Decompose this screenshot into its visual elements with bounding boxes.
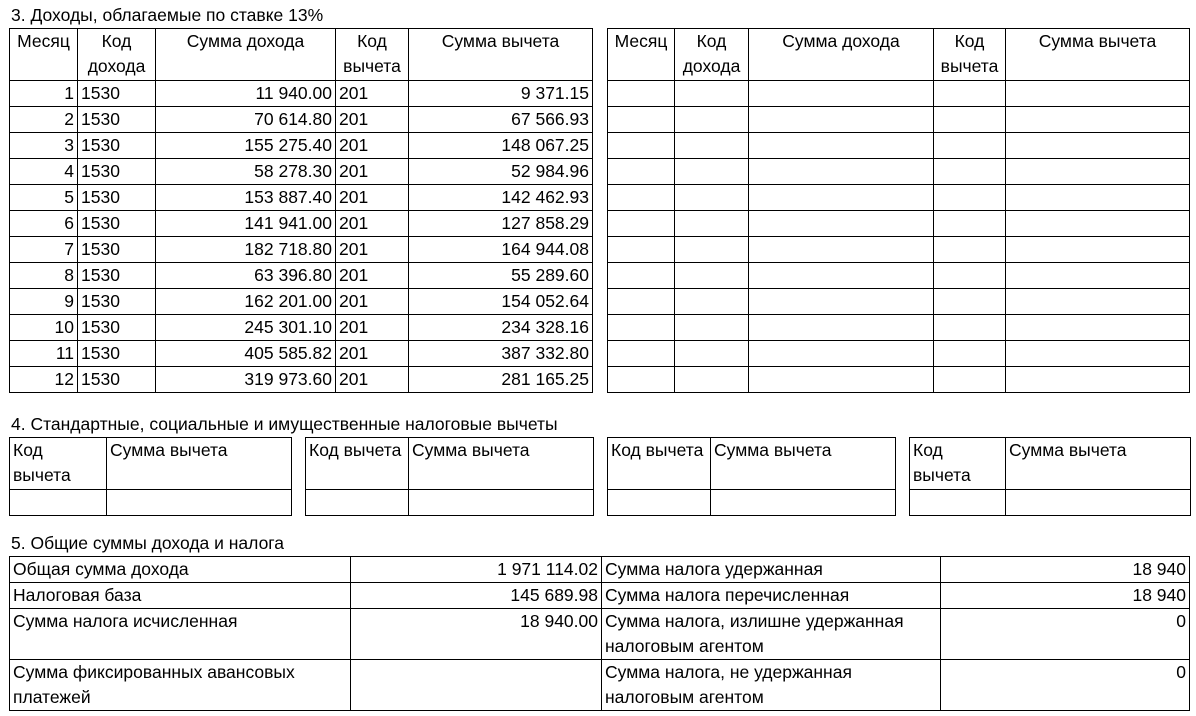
cell-month: 1 <box>10 81 78 107</box>
totals-table <box>9 556 1190 711</box>
empty-cell <box>934 315 1006 341</box>
empty-cell <box>749 185 934 211</box>
empty-cell <box>1006 341 1190 367</box>
deduction-table-2 <box>305 437 594 516</box>
empty-cell <box>608 81 675 107</box>
cell-deduction-sum: 55 289.60 <box>409 263 593 289</box>
income-empty-row <box>608 133 1190 159</box>
empty-cell <box>749 237 934 263</box>
empty-cell <box>749 107 934 133</box>
cell-deduction-code: 201 <box>336 263 409 289</box>
income-empty-row <box>608 263 1190 289</box>
empty-cell <box>1006 107 1190 133</box>
empty-cell <box>608 490 711 516</box>
empty-cell <box>934 159 1006 185</box>
empty-cell <box>934 185 1006 211</box>
deduction-table-header <box>10 438 292 490</box>
empty-cell <box>608 185 675 211</box>
income-row <box>10 107 593 133</box>
cell-month: 7 <box>10 237 78 263</box>
empty-cell <box>1006 263 1190 289</box>
tax-not-withheld-label: Сумма налога, не удержанная налоговым агентом <box>602 660 941 711</box>
income-row <box>10 315 593 341</box>
deduction-empty-row <box>306 490 594 516</box>
header-income-sum: Сумма дохода <box>749 29 934 81</box>
income-row <box>10 263 593 289</box>
tax-calculated-value: 18 940.00 <box>351 609 602 660</box>
empty-cell <box>1006 315 1190 341</box>
cell-deduction-sum: 281 165.25 <box>409 367 593 393</box>
income-empty-row <box>608 211 1190 237</box>
cell-month: 2 <box>10 107 78 133</box>
cell-income-code: 1530 <box>78 341 156 367</box>
income-row <box>10 81 593 107</box>
empty-cell <box>934 341 1006 367</box>
empty-cell <box>934 237 1006 263</box>
empty-cell <box>1006 185 1190 211</box>
total-income-value: 1 971 114.02 <box>351 557 602 583</box>
cell-deduction-code: 201 <box>336 81 409 107</box>
income-row <box>10 185 593 211</box>
empty-cell <box>107 490 292 516</box>
empty-cell <box>749 81 934 107</box>
tax-overwithheld-label: Сумма налога, излишне удержанная налоговым агентом <box>602 609 941 660</box>
empty-cell <box>1006 490 1191 516</box>
cell-deduction-code: 201 <box>336 315 409 341</box>
empty-cell <box>675 367 749 393</box>
tax-withheld-label: Сумма налога удержанная <box>602 557 941 583</box>
cell-income-sum: 63 396.80 <box>156 263 336 289</box>
header-deduction-code: Код вычета <box>910 438 1006 490</box>
empty-cell <box>675 107 749 133</box>
cell-deduction-sum: 142 462.93 <box>409 185 593 211</box>
empty-cell <box>608 107 675 133</box>
cell-deduction-code: 201 <box>336 185 409 211</box>
empty-cell <box>608 315 675 341</box>
cell-income-code: 1530 <box>78 81 156 107</box>
empty-cell <box>675 315 749 341</box>
cell-income-sum: 162 201.00 <box>156 289 336 315</box>
header-month: Месяц <box>10 29 78 81</box>
empty-cell <box>608 211 675 237</box>
deduction-empty-row <box>608 490 896 516</box>
cell-income-sum: 245 301.10 <box>156 315 336 341</box>
empty-cell <box>749 211 934 237</box>
cell-month: 9 <box>10 289 78 315</box>
cell-income-code: 1530 <box>78 263 156 289</box>
empty-cell <box>10 490 107 516</box>
cell-deduction-sum: 234 328.16 <box>409 315 593 341</box>
income-empty-row <box>608 367 1190 393</box>
cell-month: 6 <box>10 211 78 237</box>
empty-cell <box>934 133 1006 159</box>
empty-cell <box>306 490 409 516</box>
empty-cell <box>675 289 749 315</box>
cell-income-code: 1530 <box>78 107 156 133</box>
income-empty-row <box>608 185 1190 211</box>
income-row <box>10 133 593 159</box>
empty-cell <box>749 315 934 341</box>
empty-cell <box>675 81 749 107</box>
totals-row <box>10 583 1190 609</box>
empty-cell <box>409 490 594 516</box>
cell-income-code: 1530 <box>78 211 156 237</box>
income-empty-row <box>608 341 1190 367</box>
empty-cell <box>675 263 749 289</box>
cell-income-code: 1530 <box>78 315 156 341</box>
cell-income-sum: 141 941.00 <box>156 211 336 237</box>
empty-cell <box>1006 133 1190 159</box>
empty-cell <box>675 341 749 367</box>
header-deduction-code: Код вычета <box>10 438 107 490</box>
fixed-advance-value <box>351 660 602 711</box>
header-income-code: Код дохода <box>78 29 156 81</box>
income-table-header <box>10 29 593 81</box>
cell-month: 11 <box>10 341 78 367</box>
income-row <box>10 289 593 315</box>
cell-deduction-sum: 148 067.25 <box>409 133 593 159</box>
empty-cell <box>749 341 934 367</box>
cell-deduction-sum: 127 858.29 <box>409 211 593 237</box>
header-deduction-code: Код вычета <box>306 438 409 490</box>
income-table-header <box>608 29 1190 81</box>
empty-cell <box>608 367 675 393</box>
cell-month: 3 <box>10 133 78 159</box>
income-table-left <box>9 28 593 393</box>
cell-income-code: 1530 <box>78 159 156 185</box>
deduction-table-header <box>608 438 896 490</box>
cell-income-sum: 319 973.60 <box>156 367 336 393</box>
header-deduction-sum: Сумма вычета <box>1006 29 1190 81</box>
cell-month: 4 <box>10 159 78 185</box>
header-deduction-code: Код вычета <box>934 29 1006 81</box>
header-deduction-sum: Сумма вычета <box>1006 438 1191 490</box>
empty-cell <box>675 133 749 159</box>
deduction-table-header <box>910 438 1191 490</box>
empty-cell <box>934 289 1006 315</box>
income-row <box>10 367 593 393</box>
tax-overwithheld-value: 0 <box>941 609 1190 660</box>
deduction-table-1 <box>9 437 292 516</box>
cell-income-sum: 405 585.82 <box>156 341 336 367</box>
empty-cell <box>608 133 675 159</box>
empty-cell <box>1006 81 1190 107</box>
cell-deduction-code: 201 <box>336 159 409 185</box>
cell-income-code: 1530 <box>78 367 156 393</box>
income-empty-row <box>608 81 1190 107</box>
empty-cell <box>1006 367 1190 393</box>
cell-deduction-code: 201 <box>336 289 409 315</box>
empty-cell <box>749 133 934 159</box>
tax-transferred-label: Сумма налога перечисленная <box>602 583 941 609</box>
empty-cell <box>749 159 934 185</box>
income-row <box>10 341 593 367</box>
empty-cell <box>934 211 1006 237</box>
cell-income-sum: 11 940.00 <box>156 81 336 107</box>
cell-deduction-sum: 387 332.80 <box>409 341 593 367</box>
cell-deduction-sum: 9 371.15 <box>409 81 593 107</box>
header-deduction-sum: Сумма вычета <box>711 438 896 490</box>
cell-deduction-sum: 67 566.93 <box>409 107 593 133</box>
income-empty-row <box>608 289 1190 315</box>
cell-income-code: 1530 <box>78 185 156 211</box>
totals-row <box>10 557 1190 583</box>
cell-income-sum: 153 887.40 <box>156 185 336 211</box>
totals-row <box>10 660 1190 711</box>
cell-deduction-code: 201 <box>336 211 409 237</box>
cell-deduction-code: 201 <box>336 341 409 367</box>
header-deduction-sum: Сумма вычета <box>107 438 292 490</box>
income-row <box>10 159 593 185</box>
income-empty-row <box>608 159 1190 185</box>
cell-deduction-code: 201 <box>336 107 409 133</box>
cell-income-sum: 58 278.30 <box>156 159 336 185</box>
empty-cell <box>934 263 1006 289</box>
deduction-table-header <box>306 438 594 490</box>
cell-month: 12 <box>10 367 78 393</box>
income-empty-row <box>608 237 1190 263</box>
section4-title: 4. Стандартные, социальные и имущественные налоговые вычеты <box>11 414 558 434</box>
cell-income-sum: 182 718.80 <box>156 237 336 263</box>
empty-cell <box>608 289 675 315</box>
cell-deduction-code: 201 <box>336 133 409 159</box>
empty-cell <box>608 237 675 263</box>
deduction-table-3 <box>607 437 896 516</box>
empty-cell <box>608 341 675 367</box>
empty-cell <box>1006 237 1190 263</box>
empty-cell <box>711 490 896 516</box>
income-empty-row <box>608 107 1190 133</box>
tax-base-label: Налоговая база <box>10 583 351 609</box>
empty-cell <box>934 367 1006 393</box>
cell-month: 8 <box>10 263 78 289</box>
income-empty-row <box>608 315 1190 341</box>
fixed-advance-label: Сумма фиксированных авансовых платежей <box>10 660 351 711</box>
cell-deduction-code: 201 <box>336 237 409 263</box>
tax-not-withheld-value: 0 <box>941 660 1190 711</box>
deduction-empty-row <box>10 490 292 516</box>
deduction-table-4 <box>909 437 1191 516</box>
empty-cell <box>934 107 1006 133</box>
cell-income-sum: 70 614.80 <box>156 107 336 133</box>
empty-cell <box>1006 289 1190 315</box>
empty-cell <box>749 289 934 315</box>
income-table-right <box>607 28 1190 393</box>
header-deduction-code: Код вычета <box>608 438 711 490</box>
cell-deduction-sum: 52 984.96 <box>409 159 593 185</box>
cell-income-code: 1530 <box>78 133 156 159</box>
header-deduction-sum: Сумма вычета <box>409 438 594 490</box>
cell-income-code: 1530 <box>78 289 156 315</box>
empty-cell <box>608 159 675 185</box>
section5-title: 5. Общие суммы дохода и налога <box>11 533 285 553</box>
cell-income-code: 1530 <box>78 237 156 263</box>
section3-title: 3. Доходы, облагаемые по ставке 13% <box>11 5 324 25</box>
cell-income-sum: 155 275.40 <box>156 133 336 159</box>
empty-cell <box>934 81 1006 107</box>
header-deduction-sum: Сумма вычета <box>409 29 593 81</box>
empty-cell <box>749 263 934 289</box>
header-income-sum: Сумма дохода <box>156 29 336 81</box>
deduction-empty-row <box>910 490 1191 516</box>
empty-cell <box>675 211 749 237</box>
header-month: Месяц <box>608 29 675 81</box>
cell-deduction-code: 201 <box>336 367 409 393</box>
empty-cell <box>749 367 934 393</box>
empty-cell <box>608 263 675 289</box>
cell-month: 10 <box>10 315 78 341</box>
empty-cell <box>1006 211 1190 237</box>
tax-withheld-value: 18 940 <box>941 557 1190 583</box>
empty-cell <box>910 490 1006 516</box>
totals-row <box>10 609 1190 660</box>
cell-deduction-sum: 154 052.64 <box>409 289 593 315</box>
empty-cell <box>675 185 749 211</box>
empty-cell <box>675 237 749 263</box>
tax-transferred-value: 18 940 <box>941 583 1190 609</box>
header-deduction-code: Код вычета <box>336 29 409 81</box>
total-income-label: Общая сумма дохода <box>10 557 351 583</box>
income-row <box>10 211 593 237</box>
cell-month: 5 <box>10 185 78 211</box>
cell-deduction-sum: 164 944.08 <box>409 237 593 263</box>
tax-base-value: 145 689.98 <box>351 583 602 609</box>
empty-cell <box>1006 159 1190 185</box>
empty-cell <box>675 159 749 185</box>
header-income-code: Код дохода <box>675 29 749 81</box>
tax-calculated-label: Сумма налога исчисленная <box>10 609 351 660</box>
income-row <box>10 237 593 263</box>
